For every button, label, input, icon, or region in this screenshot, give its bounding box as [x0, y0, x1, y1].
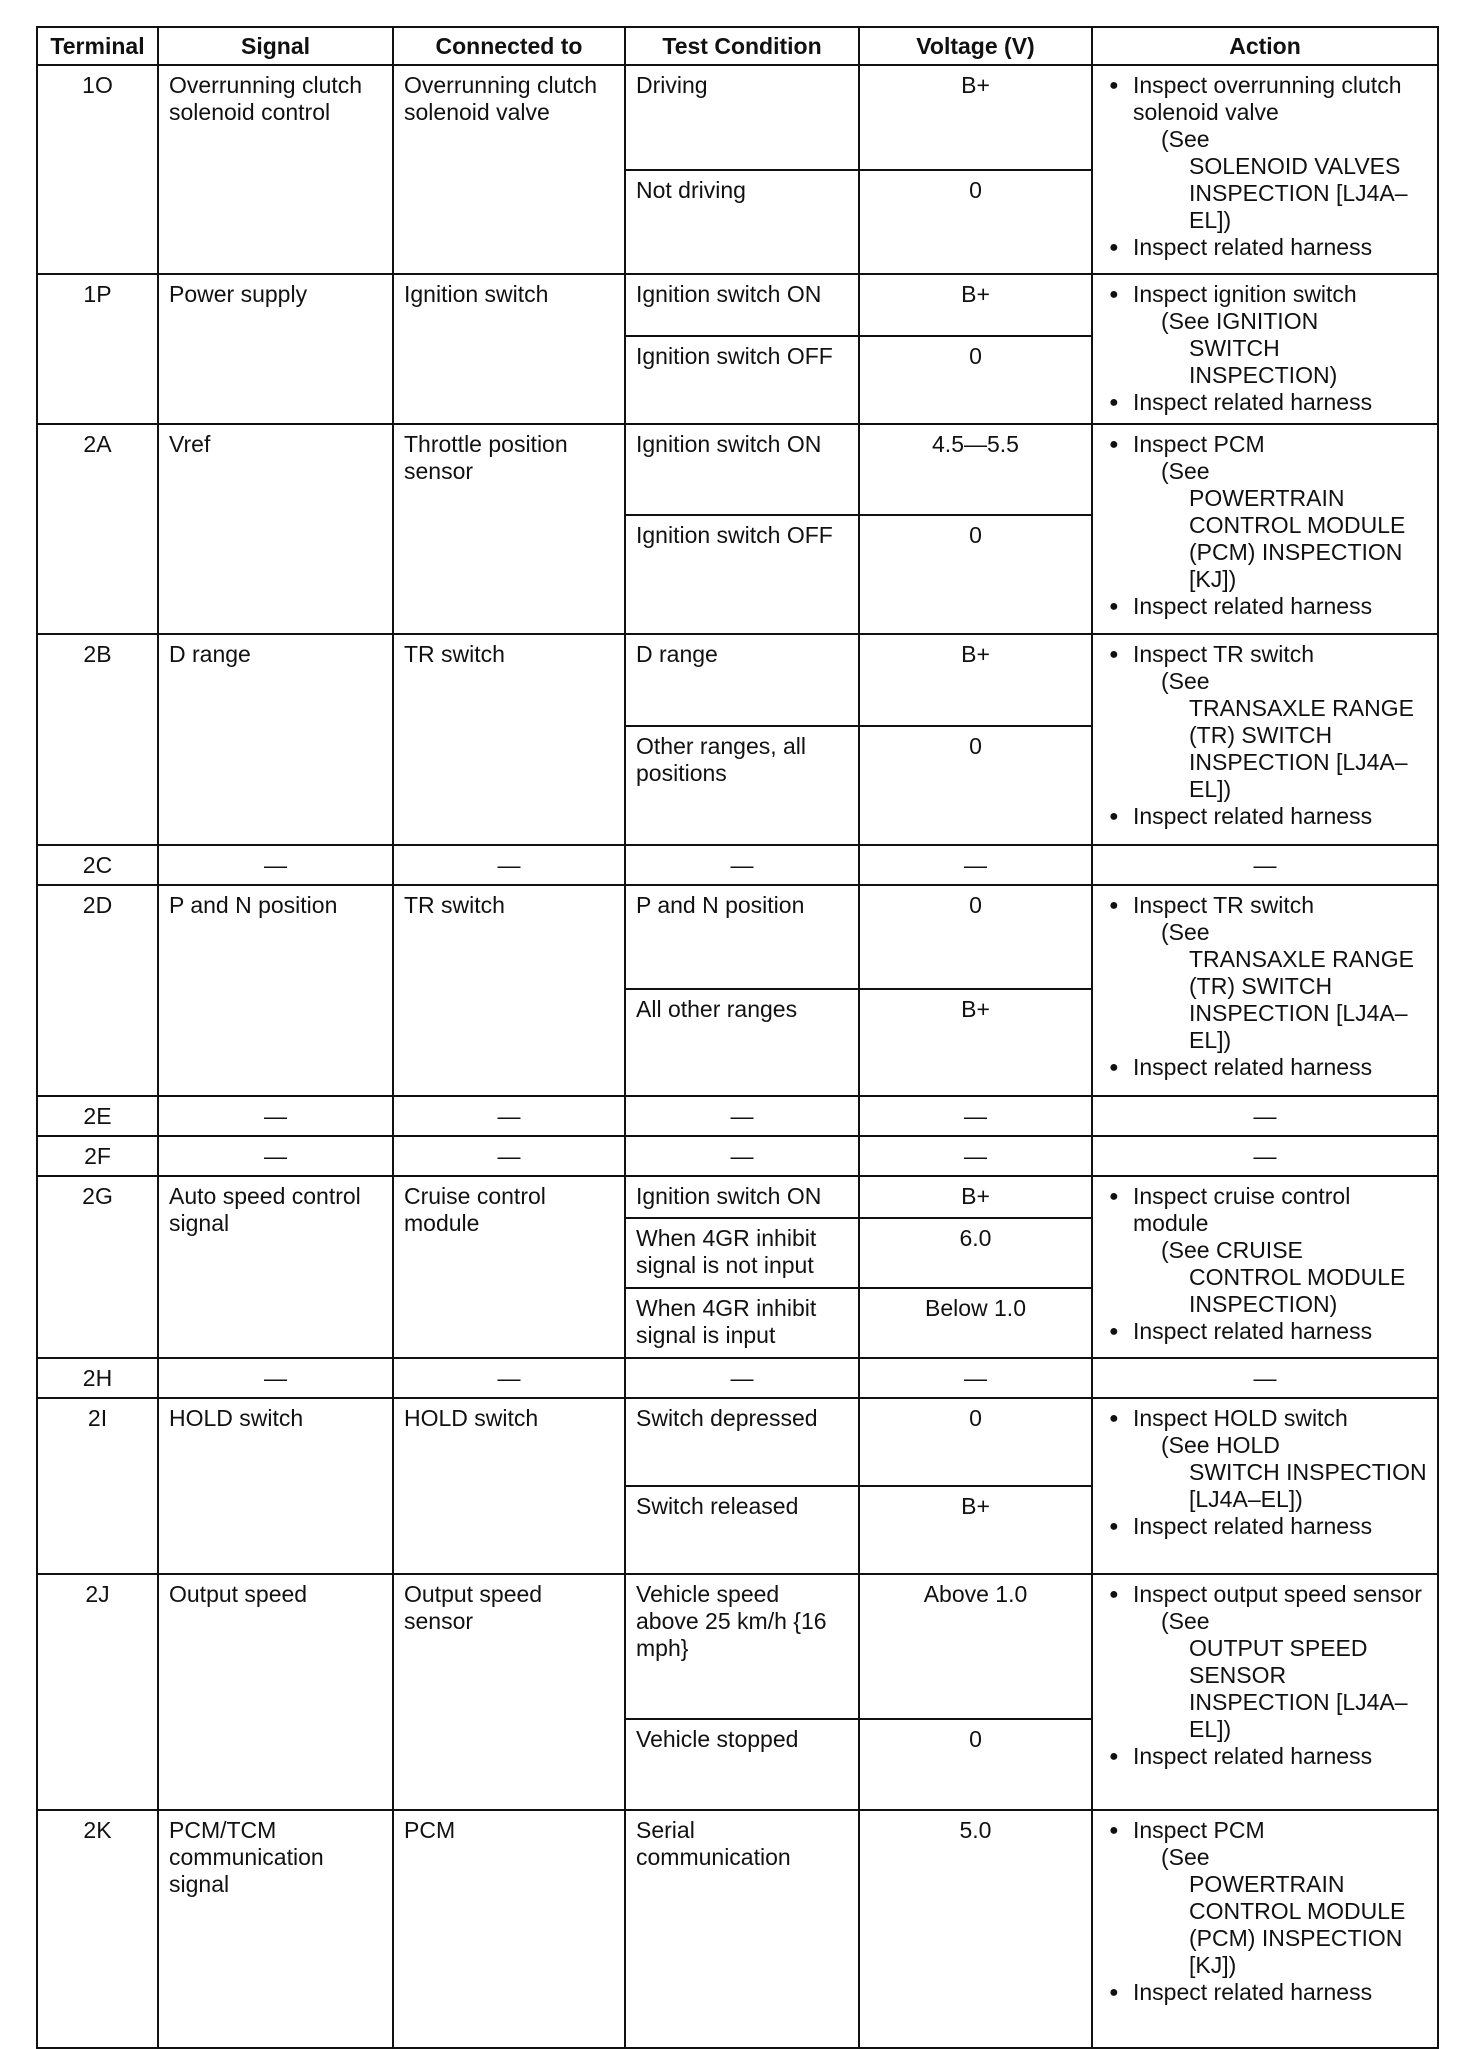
- see-reference-title: OUTPUT SPEED SENSOR INSPECTION [LJ4A–EL]): [1189, 1635, 1408, 1742]
- header-voltage: Voltage (V): [859, 27, 1092, 65]
- terminal-voltage-table-container: [36, 26, 1439, 2049]
- action-item-harness: ● Inspect related harness: [1103, 803, 1427, 830]
- action-cell: [1092, 634, 1438, 845]
- table-row: [37, 1358, 1438, 1398]
- header-signal: Signal: [158, 27, 393, 65]
- action-item-harness: ● Inspect related harness: [1103, 1513, 1427, 1540]
- action-list: [1103, 641, 1427, 830]
- voltage-cell: 0: [859, 515, 1092, 634]
- terminal-cell: 1P: [37, 274, 158, 424]
- terminal-cell: 2E: [37, 1096, 158, 1136]
- signal-cell: Vref: [158, 424, 393, 634]
- see-reference-prefix: (See: [1161, 458, 1210, 484]
- action-item-inspect: [1103, 281, 1427, 389]
- terminal-cell: 2B: [37, 634, 158, 845]
- voltage-cell: B+: [859, 1486, 1092, 1574]
- action-item-inspect: [1103, 72, 1427, 234]
- signal-cell: HOLD switch: [158, 1398, 393, 1574]
- action-cell: [1092, 885, 1438, 1096]
- action-item-harness: ● Inspect related harness: [1103, 1054, 1427, 1081]
- action-item-inspect: [1103, 1581, 1427, 1743]
- inspect-text: Inspect output speed sensor: [1133, 1581, 1422, 1607]
- see-reference-title: SOLENOID VALVES INSPECTION [LJ4A–EL]): [1189, 153, 1408, 233]
- header-action: Action: [1092, 27, 1438, 65]
- see-reference-prefix: (See IGNITION: [1161, 308, 1319, 334]
- connected-to-cell: Ignition switch: [393, 274, 625, 424]
- signal-cell: Overrunning clutch solenoid control: [158, 65, 393, 274]
- table-row: [37, 424, 1438, 515]
- inspect-text: Inspect PCM: [1133, 1817, 1265, 1843]
- voltage-cell: Below 1.0: [859, 1288, 1092, 1358]
- action-empty-cell: —: [1092, 1096, 1438, 1136]
- table-row: [37, 1176, 1438, 1218]
- voltage-cell: B+: [859, 274, 1092, 336]
- action-empty-cell: —: [1092, 1358, 1438, 1398]
- test-condition-cell: Not driving: [625, 170, 859, 274]
- action-cell: [1092, 65, 1438, 274]
- terminal-cell: 2A: [37, 424, 158, 634]
- see-reference-prefix: (See: [1161, 919, 1210, 945]
- terminal-cell: 2J: [37, 1574, 158, 1810]
- connected-to-cell: Output speed sensor: [393, 1574, 625, 1810]
- see-reference-title: SWITCH INSPECTION): [1189, 335, 1338, 388]
- voltage-cell: 0: [859, 1398, 1092, 1486]
- terminal-cell: 2I: [37, 1398, 158, 1574]
- action-cell: [1092, 1176, 1438, 1358]
- voltage-empty-cell: —: [859, 1096, 1092, 1136]
- signal-cell: Auto speed control signal: [158, 1176, 393, 1358]
- voltage-cell: B+: [859, 65, 1092, 170]
- action-list: [1103, 1581, 1427, 1770]
- connected-to-cell: Overrunning clutch solenoid valve: [393, 65, 625, 274]
- voltage-empty-cell: —: [859, 845, 1092, 885]
- voltage-empty-cell: —: [859, 1136, 1092, 1176]
- terminal-cell: 2C: [37, 845, 158, 885]
- action-cell: [1092, 424, 1438, 634]
- table-row: [37, 1810, 1438, 2048]
- table-row: [37, 1574, 1438, 1719]
- test-condition-empty-cell: —: [625, 1136, 859, 1176]
- inspect-text: Inspect overrunning clutch solenoid valve: [1133, 72, 1402, 125]
- table-row: [37, 634, 1438, 726]
- terminal-voltage-table: [36, 26, 1439, 2049]
- header-test-condition: Test Condition: [625, 27, 859, 65]
- connected-to-cell: TR switch: [393, 885, 625, 1096]
- test-condition-cell: Ignition switch ON: [625, 1176, 859, 1218]
- table-row: [37, 1398, 1438, 1486]
- signal-empty-cell: —: [158, 1096, 393, 1136]
- inspect-text: Inspect TR switch: [1133, 892, 1315, 918]
- terminal-cell: 2H: [37, 1358, 158, 1398]
- voltage-cell: B+: [859, 1176, 1092, 1218]
- voltage-empty-cell: —: [859, 1358, 1092, 1398]
- terminal-cell: 2D: [37, 885, 158, 1096]
- header-terminal: Terminal: [37, 27, 158, 65]
- voltage-cell: B+: [859, 634, 1092, 726]
- test-condition-empty-cell: —: [625, 1358, 859, 1398]
- header-connected-to: Connected to: [393, 27, 625, 65]
- action-empty-cell: —: [1092, 845, 1438, 885]
- action-item-inspect: [1103, 892, 1427, 1054]
- action-cell: [1092, 274, 1438, 424]
- test-condition-cell: When 4GR inhibit signal is input: [625, 1288, 859, 1358]
- action-empty-cell: —: [1092, 1136, 1438, 1176]
- voltage-cell: 4.5—5.5: [859, 424, 1092, 515]
- action-list: [1103, 892, 1427, 1081]
- voltage-cell: 0: [859, 170, 1092, 274]
- test-condition-cell: Ignition switch ON: [625, 424, 859, 515]
- test-condition-empty-cell: —: [625, 1096, 859, 1136]
- connected-to-cell: Throttle position sensor: [393, 424, 625, 634]
- voltage-cell: 6.0: [859, 1218, 1092, 1288]
- test-condition-cell: All other ranges: [625, 989, 859, 1096]
- test-condition-cell: Driving: [625, 65, 859, 170]
- test-condition-cell: Ignition switch ON: [625, 274, 859, 336]
- connected-to-cell: Cruise control module: [393, 1176, 625, 1358]
- signal-cell: PCM/TCM communication signal: [158, 1810, 393, 2048]
- inspect-text: Inspect PCM: [1133, 431, 1265, 457]
- voltage-cell: Above 1.0: [859, 1574, 1092, 1719]
- voltage-cell: B+: [859, 989, 1092, 1096]
- signal-cell: P and N position: [158, 885, 393, 1096]
- action-cell: [1092, 1810, 1438, 2048]
- voltage-cell: 0: [859, 885, 1092, 989]
- action-list: [1103, 1817, 1427, 2006]
- connected-to-empty-cell: —: [393, 845, 625, 885]
- action-item-inspect: [1103, 1183, 1427, 1318]
- table-body: [37, 65, 1438, 2048]
- table-row: [37, 274, 1438, 336]
- see-reference-prefix: (See: [1161, 1844, 1210, 1870]
- test-condition-cell: Other ranges, all positions: [625, 726, 859, 845]
- inspect-text: Inspect TR switch: [1133, 641, 1315, 667]
- table-row: [37, 65, 1438, 170]
- signal-cell: D range: [158, 634, 393, 845]
- header-row: [37, 27, 1438, 65]
- action-list: [1103, 281, 1427, 416]
- see-reference-prefix: (See CRUISE: [1161, 1237, 1303, 1263]
- signal-empty-cell: —: [158, 1358, 393, 1398]
- action-item-inspect: [1103, 1817, 1427, 1979]
- action-item-inspect: [1103, 431, 1427, 593]
- see-reference-title: TRANSAXLE RANGE (TR) SWITCH INSPECTION [LJ4A–EL]): [1189, 695, 1414, 802]
- test-condition-cell: Switch depressed: [625, 1398, 859, 1486]
- inspect-text: Inspect ignition switch: [1133, 281, 1357, 307]
- see-reference-prefix: (See HOLD: [1161, 1432, 1280, 1458]
- test-condition-cell: Vehicle speed above 25 km/h {16 mph}: [625, 1574, 859, 1719]
- test-condition-cell: Vehicle stopped: [625, 1719, 859, 1810]
- action-item-harness: ● Inspect related harness: [1103, 593, 1427, 620]
- connected-to-cell: TR switch: [393, 634, 625, 845]
- see-reference-title: POWERTRAIN CONTROL MODULE (PCM) INSPECTION [KJ]): [1189, 1871, 1406, 1978]
- signal-empty-cell: —: [158, 1136, 393, 1176]
- action-list: [1103, 1183, 1427, 1345]
- signal-cell: Output speed: [158, 1574, 393, 1810]
- test-condition-cell: D range: [625, 634, 859, 726]
- action-item-harness: ● Inspect related harness: [1103, 1743, 1427, 1770]
- test-condition-cell: Ignition switch OFF: [625, 515, 859, 634]
- signal-cell: Power supply: [158, 274, 393, 424]
- test-condition-cell: Serial communication: [625, 1810, 859, 2048]
- inspect-text: Inspect HOLD switch: [1133, 1405, 1348, 1431]
- voltage-cell: 0: [859, 336, 1092, 424]
- table-row: [37, 885, 1438, 989]
- action-item-harness: ● Inspect related harness: [1103, 1979, 1427, 2006]
- action-list: [1103, 72, 1427, 261]
- test-condition-cell: When 4GR inhibit signal is not input: [625, 1218, 859, 1288]
- voltage-cell: 0: [859, 1719, 1092, 1810]
- terminal-cell: 2G: [37, 1176, 158, 1358]
- action-list: [1103, 1405, 1427, 1540]
- action-item-harness: ● Inspect related harness: [1103, 1318, 1427, 1345]
- table-row: [37, 1136, 1438, 1176]
- action-item-harness: ● Inspect related harness: [1103, 389, 1427, 416]
- terminal-cell: 2K: [37, 1810, 158, 2048]
- see-reference-prefix: (See: [1161, 668, 1210, 694]
- table-row: [37, 845, 1438, 885]
- see-reference-title: SWITCH INSPECTION [LJ4A–EL]): [1189, 1459, 1427, 1512]
- see-reference-title: TRANSAXLE RANGE (TR) SWITCH INSPECTION [LJ4A–EL]): [1189, 946, 1414, 1053]
- action-cell: [1092, 1398, 1438, 1574]
- see-reference-title: POWERTRAIN CONTROL MODULE (PCM) INSPECTION [KJ]): [1189, 485, 1406, 592]
- signal-empty-cell: —: [158, 845, 393, 885]
- connected-to-cell: PCM: [393, 1810, 625, 2048]
- connected-to-empty-cell: —: [393, 1136, 625, 1176]
- connected-to-empty-cell: —: [393, 1358, 625, 1398]
- action-item-inspect: [1103, 1405, 1427, 1513]
- action-cell: [1092, 1574, 1438, 1810]
- terminal-cell: 1O: [37, 65, 158, 274]
- action-item-harness: ● Inspect related harness: [1103, 234, 1427, 261]
- connected-to-cell: HOLD switch: [393, 1398, 625, 1574]
- action-item-inspect: [1103, 641, 1427, 803]
- see-reference-prefix: (See: [1161, 126, 1210, 152]
- test-condition-cell: Ignition switch OFF: [625, 336, 859, 424]
- action-list: [1103, 431, 1427, 620]
- inspect-text: Inspect cruise control module: [1133, 1183, 1351, 1236]
- test-condition-empty-cell: —: [625, 845, 859, 885]
- connected-to-empty-cell: —: [393, 1096, 625, 1136]
- voltage-cell: 5.0: [859, 1810, 1092, 2048]
- terminal-cell: 2F: [37, 1136, 158, 1176]
- see-reference-prefix: (See: [1161, 1608, 1210, 1634]
- test-condition-cell: Switch released: [625, 1486, 859, 1574]
- table-row: [37, 1096, 1438, 1136]
- see-reference-title: CONTROL MODULE INSPECTION): [1189, 1264, 1406, 1317]
- voltage-cell: 0: [859, 726, 1092, 845]
- test-condition-cell: P and N position: [625, 885, 859, 989]
